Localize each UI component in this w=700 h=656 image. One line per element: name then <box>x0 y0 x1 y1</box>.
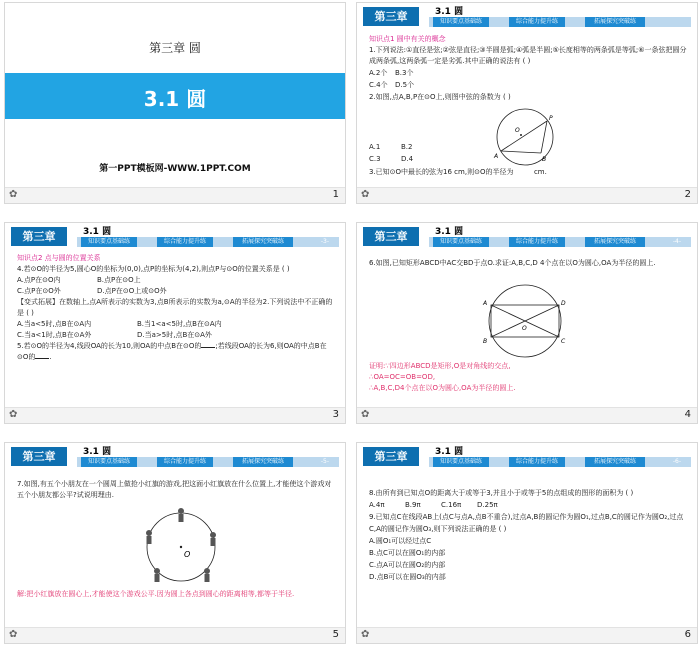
tab-bar <box>429 457 691 467</box>
slide-1[interactable] <box>4 2 346 204</box>
option: C.当a<1时,点B在⊙A外 <box>17 331 92 339</box>
label-b: B <box>483 338 488 345</box>
slide-header <box>357 443 697 469</box>
question-9: 9.已知点C在线段AB上(点C与点A,点B不重合),过点A,B的圆记作为圆O₁,过点B,C的圆记作为圆O₂,过点C,A的圆记作为圆O₃,则下列说法正确的是 ( ) <box>369 513 684 533</box>
tab-basic[interactable]: 知识要点基础练 <box>81 457 137 467</box>
label-a: A <box>483 300 488 307</box>
chapter-badge: 第三章 <box>11 447 67 466</box>
slide-content <box>17 479 335 501</box>
page-number: 4 <box>684 409 691 420</box>
child-figure-3 <box>210 532 216 546</box>
answer-blank[interactable] <box>201 341 215 348</box>
q1-options-2 <box>369 79 687 91</box>
question-2: 2.如图,点A,B,P在⊙O上,则图中弦的条数为 ( ) <box>369 93 511 101</box>
tab-extension[interactable]: 拓展探究突破练 <box>585 17 645 27</box>
label-o: O <box>184 550 191 559</box>
tab-comprehensive[interactable]: 综合能力提升练 <box>157 457 213 467</box>
tab-bar <box>77 237 339 247</box>
question-8: 8.由所有到已知点O的距离大于或等于3,并且小于或等于5的点组成的图形的面积为 ( ) <box>369 489 634 497</box>
chapter-badge: 第三章 <box>363 7 419 26</box>
tab-comprehensive[interactable]: 综合能力提升练 <box>509 17 565 27</box>
knowledge-point: 知识点1 圆中有关的概念 <box>369 35 446 43</box>
chapter-title: 第三章 圆 <box>149 41 201 55</box>
label-d: D <box>561 300 566 307</box>
slide-footer <box>5 407 345 423</box>
star-icon: ✿ <box>361 409 370 420</box>
tab-comprehensive[interactable]: 综合能力提升练 <box>509 237 565 247</box>
q3-text: 3.已知⊙O中最长的弦为16 cm,则⊙O的半径为 <box>369 168 514 176</box>
tab-extension[interactable]: 拓展探究突破练 <box>585 457 645 467</box>
page-number: 5 <box>332 629 339 640</box>
option: D.25π <box>477 501 498 509</box>
option: B.点P在⊙O上 <box>97 276 141 284</box>
tab-basic[interactable]: 知识要点基础练 <box>433 457 489 467</box>
proof-line: ∴A,B,C,D4个点在以O为圆心,OA为半径的圆上. <box>369 384 516 392</box>
star-icon: ✿ <box>9 409 18 420</box>
slide-4[interactable] <box>356 222 698 424</box>
child-figure-2 <box>146 530 152 544</box>
slide-header <box>357 3 697 29</box>
q1-options <box>369 67 687 79</box>
tab-basic[interactable]: 知识要点基础练 <box>433 237 489 247</box>
question-7: 7.如图,有五个小朋友在一个圆周上做抢小红旗的游戏,把这面小红旗放在什么位置上,才能使这个游戏对五个小朋友都公平?试说明理由. <box>17 480 332 499</box>
option: D.5个 <box>395 81 415 89</box>
tab-bar <box>429 237 691 247</box>
q8-options <box>369 499 687 511</box>
tab-extension[interactable]: 拓展探究突破练 <box>233 457 293 467</box>
option: D.当a>5时,点B在⊙A外 <box>137 331 212 339</box>
question-6: 6.如图,已知矩形ABCD中AC交BD于点O.求证:A,B,C,D 4个点在以O为圆心,OA为半径的圆上. <box>369 259 656 267</box>
slide-header <box>357 223 697 249</box>
option: D.点P在⊙O上或⊙O外 <box>97 287 167 295</box>
option: B.3个 <box>395 69 414 77</box>
q5-text-b: ;若线段OA的长为6,则OA的中点B在⊙O的 <box>17 342 327 361</box>
tab-extension[interactable]: 拓展探究突破练 <box>233 237 293 247</box>
tab-basic[interactable]: 知识要点基础练 <box>81 237 137 247</box>
q3-unit: cm. <box>533 168 547 176</box>
slide-6[interactable] <box>356 442 698 644</box>
slide-footer <box>5 627 345 643</box>
slide-content <box>369 257 687 269</box>
option: A.4π <box>369 501 385 509</box>
label-c: C <box>561 338 566 345</box>
slide-footer <box>357 187 697 203</box>
chapter-badge: 第三章 <box>363 227 419 246</box>
tab-basic[interactable]: 知识要点基础练 <box>433 17 489 27</box>
title-banner <box>5 73 345 119</box>
section-label: 3.1 圆 <box>83 447 112 457</box>
page-tag: -6- <box>672 458 681 465</box>
star-icon: ✿ <box>9 189 18 200</box>
slide-content <box>369 33 687 103</box>
q5-text-c: . <box>49 353 52 361</box>
page-number: 6 <box>684 629 691 640</box>
option: B.2 <box>401 143 413 151</box>
page-number: 2 <box>684 189 691 200</box>
option: A.当a<5时,点B在⊙A内 <box>17 320 92 328</box>
star-icon: ✿ <box>361 189 370 200</box>
page-number: 3 <box>332 409 339 420</box>
knowledge-point: 知识点2 点与圆的位置关系 <box>17 254 101 262</box>
star-icon: ✿ <box>361 629 370 640</box>
section-label: 3.1 圆 <box>435 447 464 457</box>
option: B.当1<a<5时,点B在⊙A内 <box>137 320 222 328</box>
option: D.点B可以在圆O₃的内部 <box>369 573 446 581</box>
label-a: A <box>494 153 499 160</box>
label-p: P <box>549 115 553 122</box>
page-tag: -5- <box>320 458 329 465</box>
page-number: 1 <box>332 189 339 200</box>
section-title: 3.1 圆 <box>143 87 207 111</box>
answer-block <box>17 589 335 600</box>
option: C.3 <box>369 155 381 163</box>
label-o: O <box>522 325 527 332</box>
q5-text: 5.若⊙O的半径为4,线段OA的长为10,则OA的中点B在⊙O的 <box>17 342 202 350</box>
option: D.4 <box>401 155 414 163</box>
tab-comprehensive[interactable]: 综合能力提升练 <box>509 457 565 467</box>
section-label: 3.1 圆 <box>83 227 112 237</box>
child-figure-4 <box>154 568 160 582</box>
page-tag: -4- <box>672 238 681 245</box>
tab-bar <box>429 17 691 27</box>
label-o: O <box>515 127 520 134</box>
slide-content <box>17 253 335 363</box>
proof-block <box>369 361 687 394</box>
option: A.点P在⊙O内 <box>17 276 61 284</box>
slide-5[interactable] <box>4 442 346 644</box>
answer-blank[interactable] <box>35 352 52 361</box>
question-4: 4.若⊙O的半径为5,圆心O的坐标为(0,0),点P的坐标为(4,2),则点P与⊙O的位置关系是 ( ) <box>17 265 290 273</box>
slide-footer <box>357 627 697 643</box>
option: B.点C可以在圆O₁的内部 <box>369 549 446 557</box>
option: C.4个 <box>369 81 388 89</box>
chapter-badge: 第三章 <box>11 227 67 246</box>
proof-line: ∴OA=OC=OB=OD, <box>369 373 436 381</box>
option: C.点A可以在圆O₂的内部 <box>369 561 446 569</box>
section-label: 3.1 圆 <box>435 227 464 237</box>
question-3 <box>369 167 547 177</box>
tab-bar <box>77 457 339 467</box>
question-5 <box>17 341 335 363</box>
child-figure-5 <box>204 568 210 582</box>
circle-diagram <box>485 107 565 169</box>
option: A.1 <box>369 143 381 151</box>
option: B.9π <box>405 501 421 509</box>
star-icon: ✿ <box>9 629 18 640</box>
slide-footer <box>357 407 697 423</box>
option: A.2个 <box>369 69 388 77</box>
slide-header <box>5 223 345 249</box>
slide-content <box>369 487 687 583</box>
proof-line: 证明:∵四边形ABCD是矩形,O是对角线的交点, <box>369 362 511 370</box>
section-label: 3.1 圆 <box>435 7 464 17</box>
answer-text: 解:把小红旗放在圆心上,才能使这个游戏公平.因为圆上各点到圆心的距离相等,都等于半径. <box>17 590 295 598</box>
watermark-text: 第一PPT模板网-WWW.1PPT.COM <box>99 164 251 174</box>
page-tag: -3- <box>320 238 329 245</box>
chapter-badge: 第三章 <box>363 447 419 466</box>
children-circle-diagram <box>135 505 225 587</box>
tab-extension[interactable]: 拓展探究突破练 <box>585 237 645 247</box>
option: C.点P在⊙O外 <box>17 287 61 295</box>
option: C.16π <box>441 501 462 509</box>
question-1: 1.下列说法:①直径是弦;②弦是直径;③半圆是弧;④弧是半圆;⑤长度相等的两条弧是等弧;⑥一条弦把圆分成两条弧,这两条弧一定是劣弧.其中正确的说法有 ( ) <box>369 46 687 65</box>
slide-footer <box>5 187 345 203</box>
label-b: B <box>542 156 547 163</box>
variant-question: 【变式拓展】在数轴上,点A所表示的实数为3,点B所表示的实数为a,⊙A的半径为2.下列说法中不正确的是 ( ) <box>17 298 333 317</box>
child-figure-1 <box>178 508 184 522</box>
slide-3[interactable] <box>4 222 346 424</box>
rectangle-circle-diagram <box>469 283 581 359</box>
slide-2[interactable] <box>356 2 698 204</box>
option: A.圆O₁可以经过点C <box>369 537 432 545</box>
tab-comprehensive[interactable]: 综合能力提升练 <box>157 237 213 247</box>
q2-options <box>369 141 413 165</box>
slide-header <box>5 443 345 469</box>
